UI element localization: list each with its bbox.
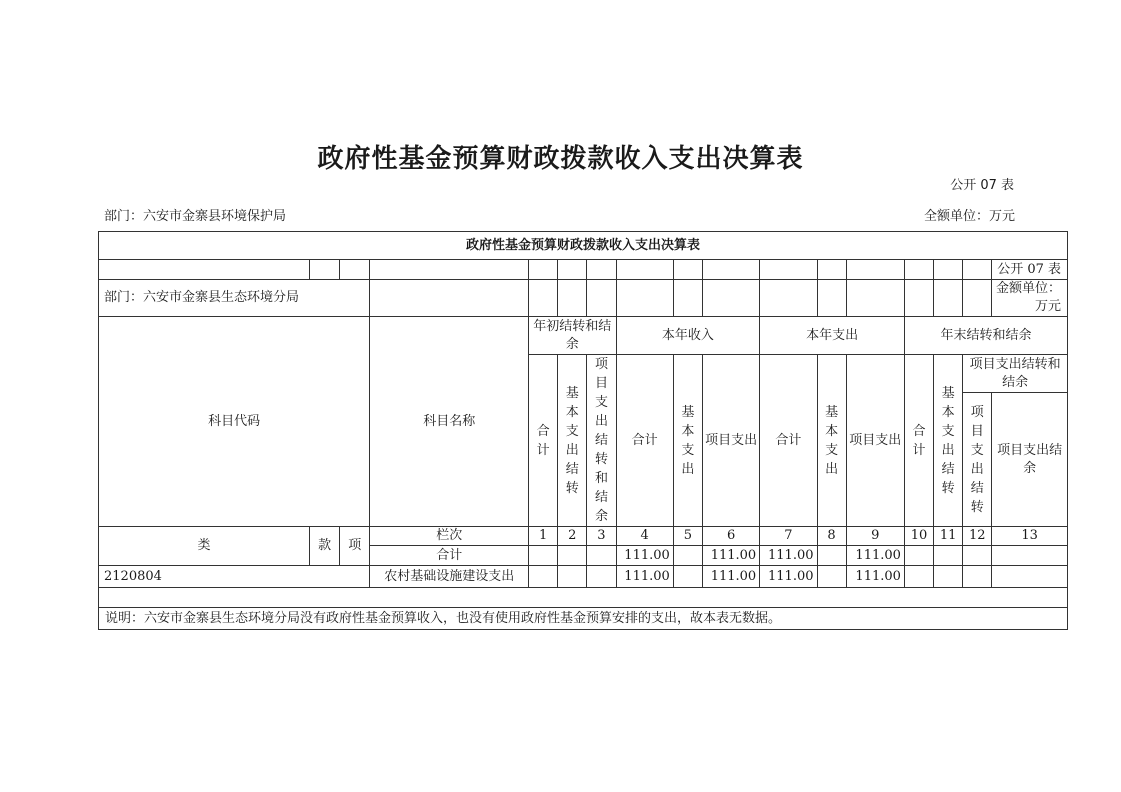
empty-row — [99, 588, 1068, 608]
column-number-row — [99, 527, 1068, 546]
department-row — [99, 280, 1068, 317]
h-end-total: 合计 — [904, 355, 933, 527]
form-code: 公开 07 表 — [950, 178, 1014, 193]
col-number: 1 — [529, 527, 558, 546]
table-row — [99, 566, 1068, 588]
h-income-project: 项目支出 — [702, 355, 759, 527]
total-cell — [934, 546, 963, 566]
table-title-row — [99, 232, 1068, 260]
col-number: 4 — [616, 527, 673, 546]
total-cell — [673, 546, 702, 566]
col-number: 7 — [760, 527, 817, 546]
header-row-1 — [99, 317, 1068, 355]
unit-label: 全额单位：万元 — [923, 209, 1015, 224]
col-number: 5 — [673, 527, 702, 546]
group-income: 本年收入 — [616, 317, 760, 355]
group-end-balance: 年末结转和结余 — [904, 317, 1067, 355]
budget-table — [98, 231, 1068, 630]
total-cell: 111.00 — [846, 546, 904, 566]
department-label: 部门：六安市金寨县环境保护局 — [104, 209, 287, 224]
group-begin-balance: 年初结转和结余 — [529, 317, 616, 355]
col-number: 12 — [963, 527, 992, 546]
table-unit: 金额单位：万元 — [992, 280, 1068, 317]
page-title: 政府性基金预算财政拨款收入支出决算表 — [317, 144, 804, 174]
table-form-code: 公开 07 表 — [992, 260, 1068, 280]
h-expense-total: 合计 — [760, 355, 817, 527]
table-title: 政府性基金预算财政拨款收入支出决算表 — [99, 232, 1068, 260]
total-label: 合计 — [370, 546, 529, 566]
h-expense-basic: 基本支出 — [817, 355, 846, 527]
row-index-label: 栏次 — [370, 527, 529, 546]
row-cell — [529, 566, 558, 588]
table-department: 部门：六安市金寨县生态环境分局 — [99, 280, 370, 317]
row-cell: 111.00 — [760, 566, 817, 588]
group-expense: 本年支出 — [760, 317, 905, 355]
row-cell — [934, 566, 963, 588]
h-end-basic: 基本支出结转 — [934, 355, 963, 527]
row-cell — [817, 566, 846, 588]
h-expense-project: 项目支出 — [846, 355, 904, 527]
total-cell — [587, 546, 616, 566]
row-subject-name: 农村基础设施建设支出 — [370, 566, 529, 588]
col-number: 11 — [934, 527, 963, 546]
row-cell — [904, 566, 933, 588]
col-number: 2 — [558, 527, 587, 546]
note-row — [99, 608, 1068, 630]
col-subject-name: 科目名称 — [370, 317, 529, 527]
h-kuan: 款 — [310, 527, 340, 566]
total-cell — [817, 546, 846, 566]
budget-table-wrapper — [98, 231, 1068, 630]
total-cell — [904, 546, 933, 566]
row-subject-code: 2120804 — [99, 566, 370, 588]
h-xiang: 项 — [340, 527, 370, 566]
row-cell: 111.00 — [702, 566, 759, 588]
h-income-basic: 基本支出 — [673, 355, 702, 527]
total-cell: 111.00 — [616, 546, 673, 566]
col-number: 13 — [992, 527, 1068, 546]
row-cell — [673, 566, 702, 588]
h-lei: 类 — [99, 527, 310, 566]
col-number: 3 — [587, 527, 616, 546]
row-cell: 111.00 — [846, 566, 904, 588]
row-cell — [992, 566, 1068, 588]
h-end-project-balance: 项目支出结余 — [992, 393, 1068, 527]
col-number: 9 — [846, 527, 904, 546]
table-note: 说明：六安市金寨县生态环境分局没有政府性基金预算收入，也没有使用政府性基金预算安排的支出，故本表无数据。 — [99, 608, 1068, 630]
h-begin-project: 项目支出结转和结余 — [587, 355, 616, 527]
h-begin-total: 合计 — [529, 355, 558, 527]
row-cell — [963, 566, 992, 588]
h-end-project-group: 项目支出结转和结余 — [963, 355, 1068, 393]
col-number: 10 — [904, 527, 933, 546]
row-cell — [587, 566, 616, 588]
total-cell: 111.00 — [702, 546, 759, 566]
total-cell: 111.00 — [760, 546, 817, 566]
col-number: 6 — [702, 527, 759, 546]
h-begin-basic: 基本支出结转 — [558, 355, 587, 527]
row-cell — [558, 566, 587, 588]
h-income-total: 合计 — [616, 355, 673, 527]
h-end-project-carry: 项目支出结转 — [963, 393, 992, 527]
total-cell — [529, 546, 558, 566]
total-cell — [558, 546, 587, 566]
row-cell: 111.00 — [616, 566, 673, 588]
form-code-row — [99, 260, 1068, 280]
col-number: 8 — [817, 527, 846, 546]
col-subject-code: 科目代码 — [99, 317, 370, 527]
total-cell — [963, 546, 992, 566]
total-cell — [992, 546, 1068, 566]
